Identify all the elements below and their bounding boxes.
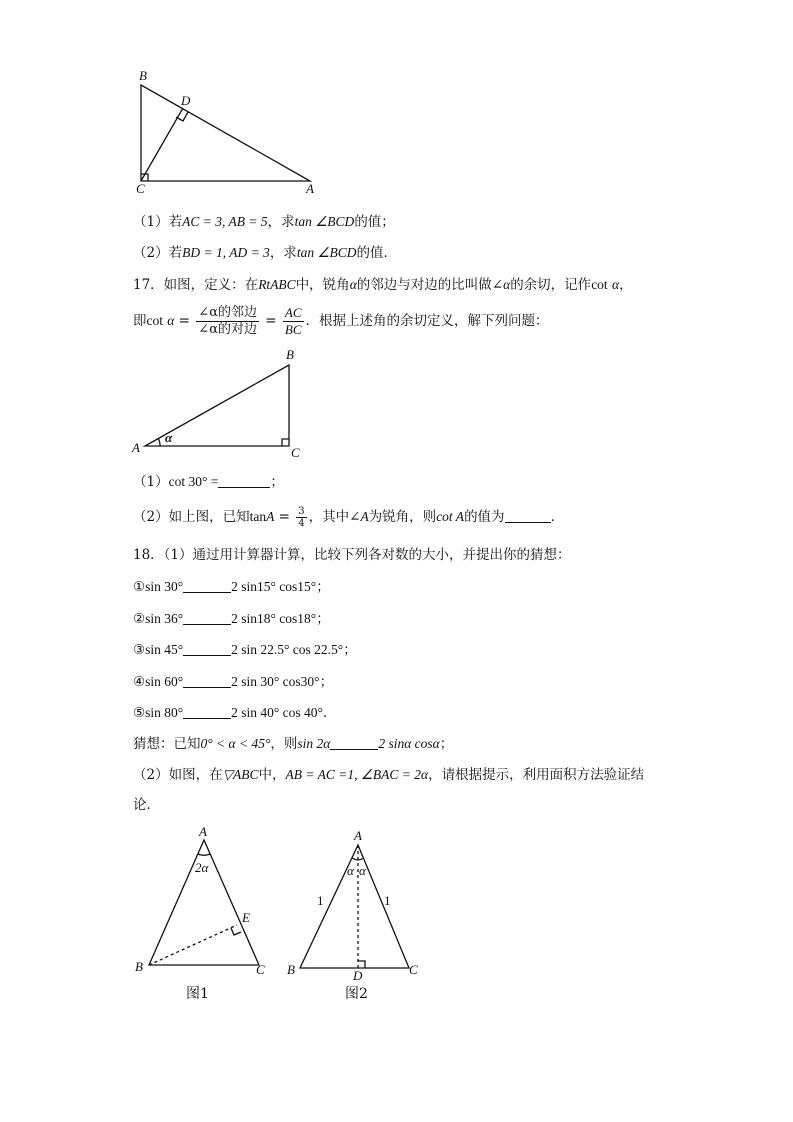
- fraction-adjacent-opposite: $\frac{\text{∠α的邻边}}{\text{∠α的对边}}$: [198, 305, 257, 337]
- label-one-left: 1: [317, 893, 324, 908]
- label-alpha: α: [165, 430, 173, 445]
- q18-guess: 猜想：已知0° < α < 45°，则sin 2α 2 sinα cosα；: [133, 736, 454, 752]
- label-b: B: [139, 68, 147, 83]
- q18-item-5: ⑤sin 80° 2 sin 40° cos 40°．: [133, 705, 337, 721]
- label-d: D: [181, 93, 191, 108]
- q18-item-2: ②sin 36° 2 sin18° cos18°；: [133, 611, 330, 627]
- caption-fig2: 图2: [345, 986, 368, 1002]
- q17-formula: 即cot α = $\frac{\text{∠α的邻边}}{\text{∠α的对边}}$ = $\frac{AC}{BC}$ ．根据上述角的余切定义，解下列问题：: [133, 305, 549, 337]
- right-angle-mark-d2: [358, 961, 365, 968]
- q18-item-3: ③sin 45° 2 sin 22.5° cos 22.5°；: [133, 642, 357, 658]
- q17-part2: （2）如上图，已知tanA = $\frac{3}{4}$ ，其中∠A为锐角，则cot A的值为 ．: [133, 506, 565, 529]
- label-a-fig1: A: [199, 824, 207, 839]
- label-alpha-left: α: [347, 863, 354, 878]
- q17-definition: 17．如图，定义：在RtABC中，锐角α的邻边与对边的比叫做∠α的余切，记作cot α，: [133, 277, 633, 293]
- angle-arc-left: [352, 858, 358, 860]
- q17-part1: （1）cot 30° = ；: [133, 474, 284, 490]
- label-b-fig2: B: [287, 962, 295, 977]
- label-2alpha: 2α: [195, 860, 209, 875]
- fraction-3-4: $\frac{3}{4}$: [298, 506, 305, 529]
- label-d-fig2: D: [353, 968, 363, 983]
- q16-part2: （2）若BD = 1, AD = 3，求tan ∠BCD的值．: [133, 245, 398, 261]
- label-c: C: [136, 181, 145, 196]
- q18-title: 18．（1）通过用计算器计算，比较下列各对数的大小，并提出你的猜想：: [133, 547, 571, 563]
- label-a2: A: [132, 440, 140, 455]
- q18-item-4: ④sin 60° 2 sin 30° cos30°；: [133, 674, 334, 690]
- label-c-fig1: C: [256, 962, 265, 977]
- caption-fig1: 图1: [186, 986, 209, 1002]
- q18-item-1: ①sin 30° 2 sin15° cos15°；: [133, 579, 330, 595]
- label-b2: B: [286, 347, 294, 362]
- label-c-fig2: C: [409, 962, 418, 977]
- label-one-right: 1: [384, 893, 391, 908]
- label-a: A: [306, 181, 314, 196]
- q18-part2: （2）如图，在▽ABC中，AB = AC =1, ∠BAC = 2α，请根据提示，利用面积方法验证结: [133, 767, 645, 783]
- angle-arc-right: [358, 858, 364, 860]
- label-b-fig1: B: [135, 959, 143, 974]
- label-e: E: [242, 910, 250, 925]
- label-c2: C: [291, 445, 300, 460]
- q18-part2-cont: 论．: [133, 797, 160, 813]
- label-a-fig2: A: [354, 828, 362, 843]
- label-alpha-right: α: [359, 863, 366, 878]
- q16-part1: （1）若AC = 3, AB = 5，求tan ∠BCD的值；: [133, 214, 395, 230]
- fraction-ac-bc: $\frac{AC}{BC}$: [284, 305, 302, 337]
